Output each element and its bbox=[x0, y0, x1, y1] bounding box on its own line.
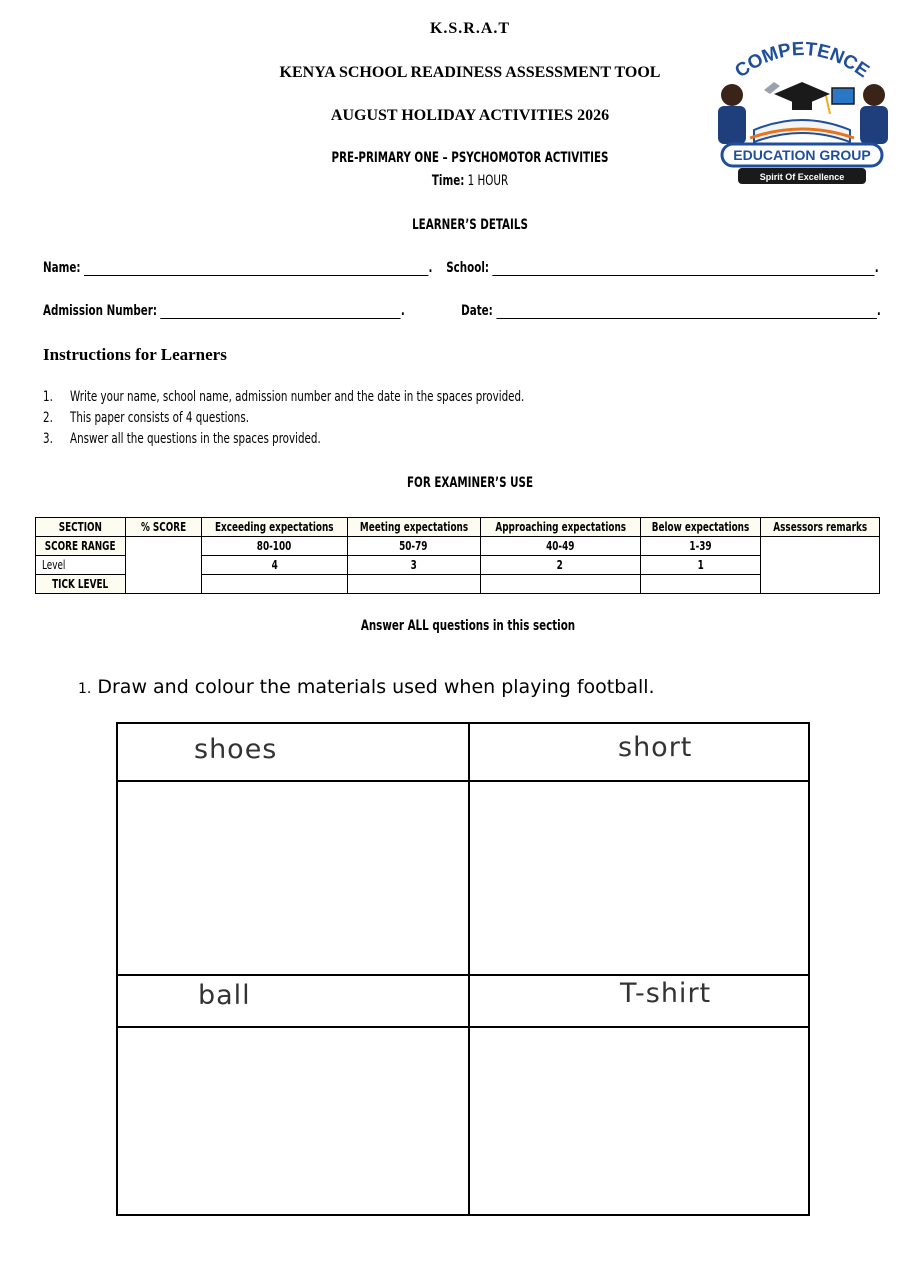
subject-title: PRE-PRIMARY ONE – PSYCHOMOTOR ACTIVITIES bbox=[331, 150, 609, 166]
name-label: Name: bbox=[43, 260, 81, 276]
school-label: School: bbox=[446, 260, 489, 276]
admission-number-field[interactable] bbox=[161, 304, 401, 319]
tick-cell[interactable] bbox=[202, 575, 348, 594]
table-cell: 2 bbox=[480, 556, 640, 575]
learner-details-heading: LEARNER’S DETAILS bbox=[412, 217, 528, 233]
tool-title: KENYA SCHOOL READINESS ASSESSMENT TOOL bbox=[279, 64, 661, 81]
school-field[interactable] bbox=[493, 261, 875, 276]
table-cell: 50-79 bbox=[347, 537, 480, 556]
col-exceeding: Exceeding expectations bbox=[202, 518, 348, 537]
table-cell: 1-39 bbox=[640, 537, 760, 556]
cell-label-short: short bbox=[618, 732, 693, 763]
drawing-area-ball[interactable] bbox=[118, 1028, 468, 1214]
table-header-row bbox=[36, 518, 880, 537]
table-cell: 4 bbox=[202, 556, 348, 575]
table-cell: 3 bbox=[347, 556, 480, 575]
admission-date-row: Admission Number: . Date: . bbox=[43, 303, 881, 319]
table-row-score-range bbox=[36, 537, 880, 556]
tick-cell[interactable] bbox=[480, 575, 640, 594]
instruction-item: 3. Answer all the questions in the spaces provided. bbox=[43, 431, 321, 447]
cell-label-tshirt: T-shirt bbox=[620, 978, 712, 1009]
instruction-item: 1. Write your name, school name, admission number and the date in the spaces provided. bbox=[43, 389, 525, 405]
grid-divider bbox=[118, 974, 808, 976]
cell-label-shoes: shoes bbox=[194, 734, 278, 765]
table-cell: 40-49 bbox=[480, 537, 640, 556]
name-school-row: Name: . School: . bbox=[43, 260, 879, 276]
drawing-area-tshirt[interactable] bbox=[470, 1028, 808, 1214]
competence-education-group-logo bbox=[702, 30, 902, 190]
instructions-heading: Instructions for Learners bbox=[43, 345, 227, 364]
date-label: Date: bbox=[461, 303, 493, 319]
admission-label: Admission Number: bbox=[43, 303, 157, 319]
activity-title: AUGUST HOLIDAY ACTIVITIES 2026 bbox=[330, 107, 610, 124]
drawing-area-short[interactable] bbox=[470, 782, 808, 974]
remarks-cell[interactable] bbox=[760, 537, 879, 594]
table-cell: 1 bbox=[640, 556, 760, 575]
acronym-title: K.S.R.A.T bbox=[429, 20, 511, 37]
question-1 bbox=[78, 676, 655, 698]
logo-arc-text: COMPETENCE bbox=[731, 38, 873, 83]
logo-motto: Spirit Of Excellence bbox=[759, 172, 845, 182]
date-field[interactable] bbox=[496, 304, 876, 319]
col-section: SECTION bbox=[36, 518, 126, 537]
col-approaching: Approaching expectations bbox=[480, 518, 640, 537]
tick-cell[interactable] bbox=[347, 575, 480, 594]
name-field[interactable] bbox=[84, 261, 428, 276]
time-label: Time: bbox=[431, 173, 465, 189]
drawing-grid bbox=[116, 722, 810, 1216]
col-remarks: Assessors remarks bbox=[760, 518, 879, 537]
question-text: Draw and colour the materials used when playing football. bbox=[97, 676, 655, 698]
tick-level-label: TICK LEVEL bbox=[36, 575, 126, 594]
cell-label-ball: ball bbox=[198, 980, 251, 1011]
instructions-list bbox=[43, 389, 524, 452]
section-instruction: Answer ALL questions in this section bbox=[360, 618, 576, 634]
drawing-area-shoes[interactable] bbox=[118, 782, 468, 974]
col-meeting: Meeting expectations bbox=[347, 518, 480, 537]
tick-cell[interactable] bbox=[640, 575, 760, 594]
table-cell: 80-100 bbox=[202, 537, 348, 556]
examiner-score-table bbox=[35, 517, 880, 594]
logo-group-name: EDUCATION GROUP bbox=[733, 147, 871, 163]
score-range-label: SCORE RANGE bbox=[36, 537, 126, 556]
col-percent-score: % SCORE bbox=[126, 518, 202, 537]
instruction-item: 2. This paper consists of 4 questions. bbox=[43, 410, 250, 426]
examiner-heading: FOR EXAMINER’S USE bbox=[406, 475, 533, 491]
col-below: Below expectations bbox=[640, 518, 760, 537]
question-number: 1. bbox=[78, 681, 92, 697]
percent-score-cell[interactable] bbox=[126, 537, 202, 594]
time-value: 1 HOUR bbox=[467, 173, 509, 189]
level-label: Level bbox=[36, 556, 126, 575]
